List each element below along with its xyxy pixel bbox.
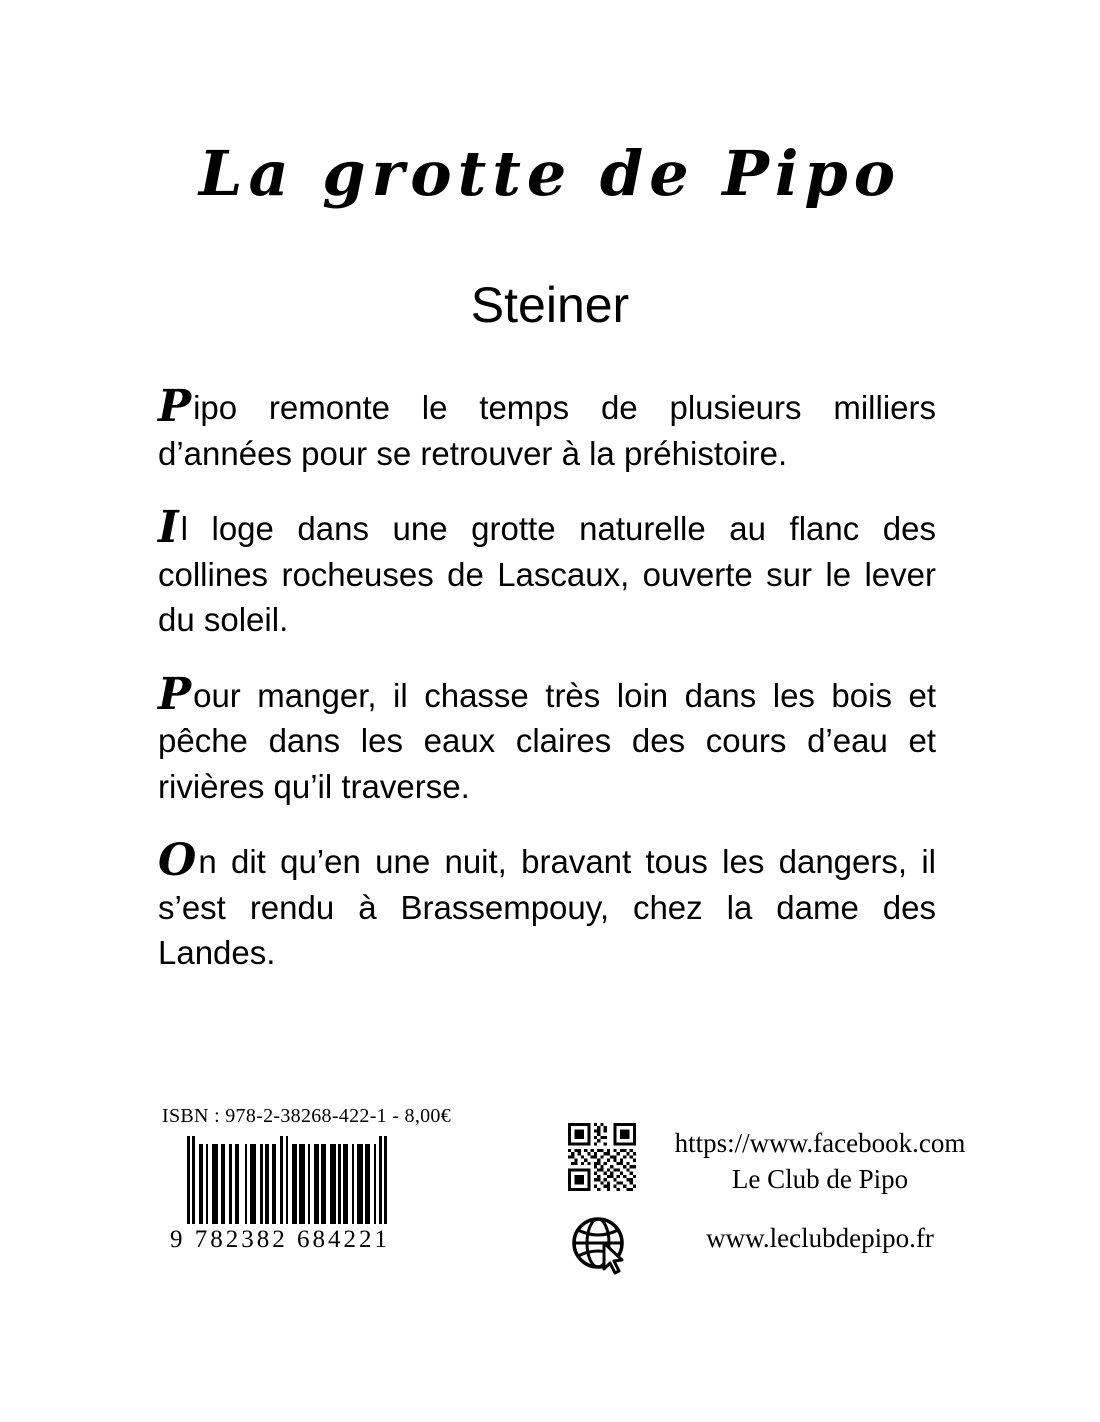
drop-cap: P bbox=[158, 381, 192, 432]
facebook-info bbox=[655, 1125, 985, 1198]
drop-cap: O bbox=[158, 835, 197, 887]
globe-cursor-icon bbox=[570, 1213, 632, 1275]
blurb-paragraph bbox=[158, 835, 936, 976]
facebook-page-name: Le Club de Pipo bbox=[731, 1164, 909, 1195]
blurb-paragraph bbox=[158, 381, 936, 476]
cover-footer bbox=[0, 1105, 1100, 1355]
paragraph-text: n dit qu’en une nuit, bravant tous les dangers, il s’est rendu à Brassempouy, chez la dame des Landes. bbox=[158, 843, 936, 972]
blurb-paragraph bbox=[158, 502, 936, 643]
blurb-text bbox=[158, 381, 936, 976]
paragraph-text: our manger, il chasse très loin dans les bois et pêche dans les eaux claires des cours d’eau et rivières qu’il traverse. bbox=[158, 676, 936, 805]
isbn-text: ISBN : 978-2-38268-422-1 - 8,00€ bbox=[162, 1105, 452, 1127]
facebook-url: https://www.facebook.com bbox=[674, 1128, 966, 1158]
drop-cap: I bbox=[158, 502, 179, 554]
qr-code bbox=[568, 1123, 636, 1191]
blurb-paragraph bbox=[158, 668, 936, 810]
page-title: La grotte de Pipo bbox=[198, 137, 902, 210]
paragraph-text: l loge dans une grotte naturelle au flanc des collines rocheuses de Lascaux, ouverte sur le lever du soleil. bbox=[158, 510, 936, 639]
author-name: Steiner bbox=[470, 277, 630, 333]
website-url: www.leclubdepipo.fr bbox=[706, 1223, 934, 1253]
isbn-area bbox=[162, 1105, 452, 1254]
barcode-digits: 9 782382 684221 bbox=[170, 1226, 390, 1253]
barcode-image bbox=[187, 1136, 387, 1224]
drop-cap: P bbox=[158, 668, 192, 720]
paragraph-text: ipo remonte le temps de plusieurs milliers d’années pour se retrouver à la préhistoire. bbox=[158, 389, 936, 472]
